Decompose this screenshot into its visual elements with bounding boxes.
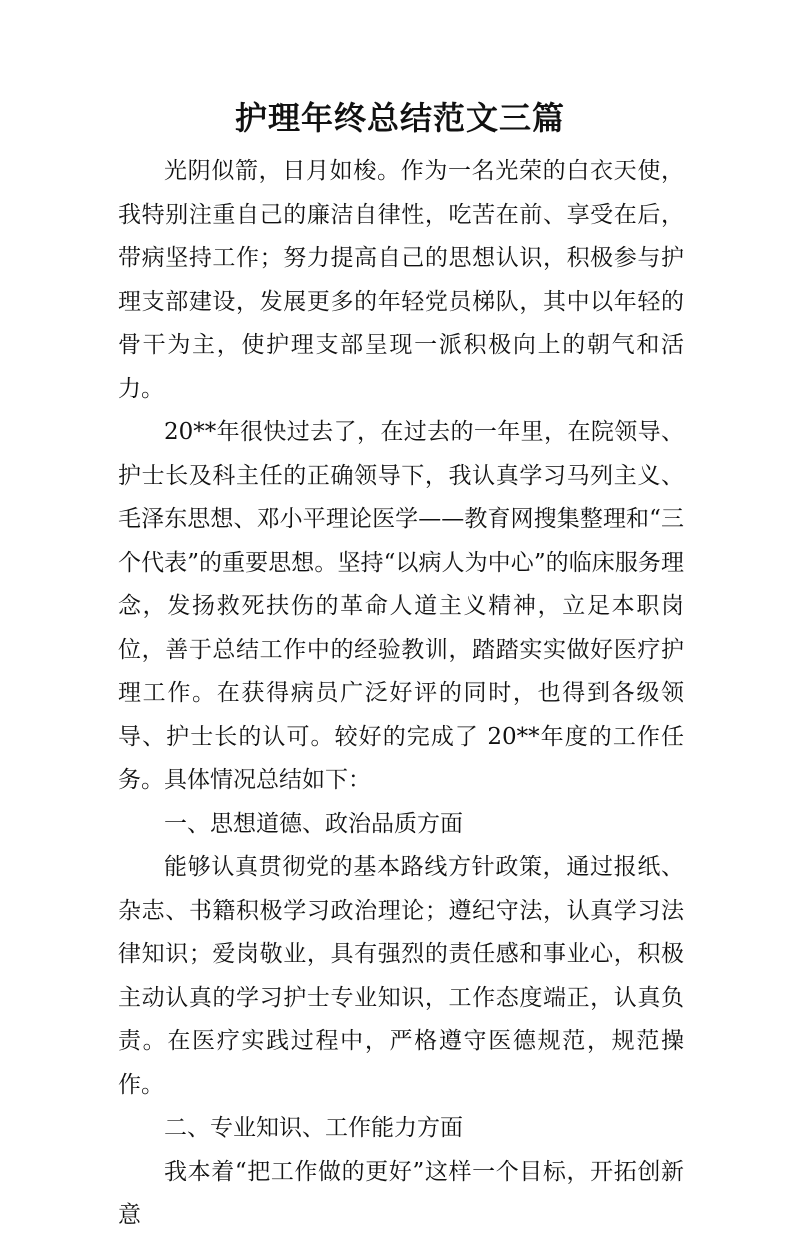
paragraph-ideology: 能够认真贯彻党的基本路线方针政策，通过报纸、杂志、书籍积极学习政治理论；遵纪守法，认真学习法律知识；爱岗敬业，具有强烈的责任感和事业心，积极主动认真的学习护士专业知识，工作态度端正，认真负责。在医疗实践过程中，严格遵守医德规范，规范操作。: [118, 854, 684, 1098]
paragraph-intro: 光阴似箭，日月如梭。作为一名光荣的白衣天使，我特别注重自己的廉洁自律性，吃苦在前、享受在后，带病坚持工作；努力提高自己的思想认识，积极参与护理支部建设，发展更多的年轻党员梯队，其中以年轻的骨干为主，使护理支部呈现一派积极向上的朝气和活力。: [118, 158, 684, 402]
paragraph-professional: 我本着“把工作做的更好”这样一个目标，开拓创新意: [118, 1158, 684, 1228]
paragraph-year-summary: 20**年很快过去了，在过去的一年里，在院领导、护士长及科主任的正确领导下，我认真学习马列主义、毛泽东思想、邓小平理论医学——教育网搜集整理和“三个代表”的重要思想。坚持“以病人为中心”的临床服务理念，发扬救死扶伤的革命人道主义精神，立足本职岗位，善于总结工作中的经验教训，踏踏实实做好医疗护理工作。在获得病员广泛好评的同时，也得到各级领导、护士长的认可。较好的完成了 20**年度的工作任务。具体情况总结如下：: [118, 419, 684, 793]
document-title: 护理年终总结范文三篇: [234, 99, 565, 137]
section-heading-professional: 二、专业知识、工作能力方面: [164, 1115, 463, 1141]
document-body: [118, 150, 684, 1238]
section-heading-ideology: 一、思想道德、政治品质方面: [164, 810, 463, 837]
